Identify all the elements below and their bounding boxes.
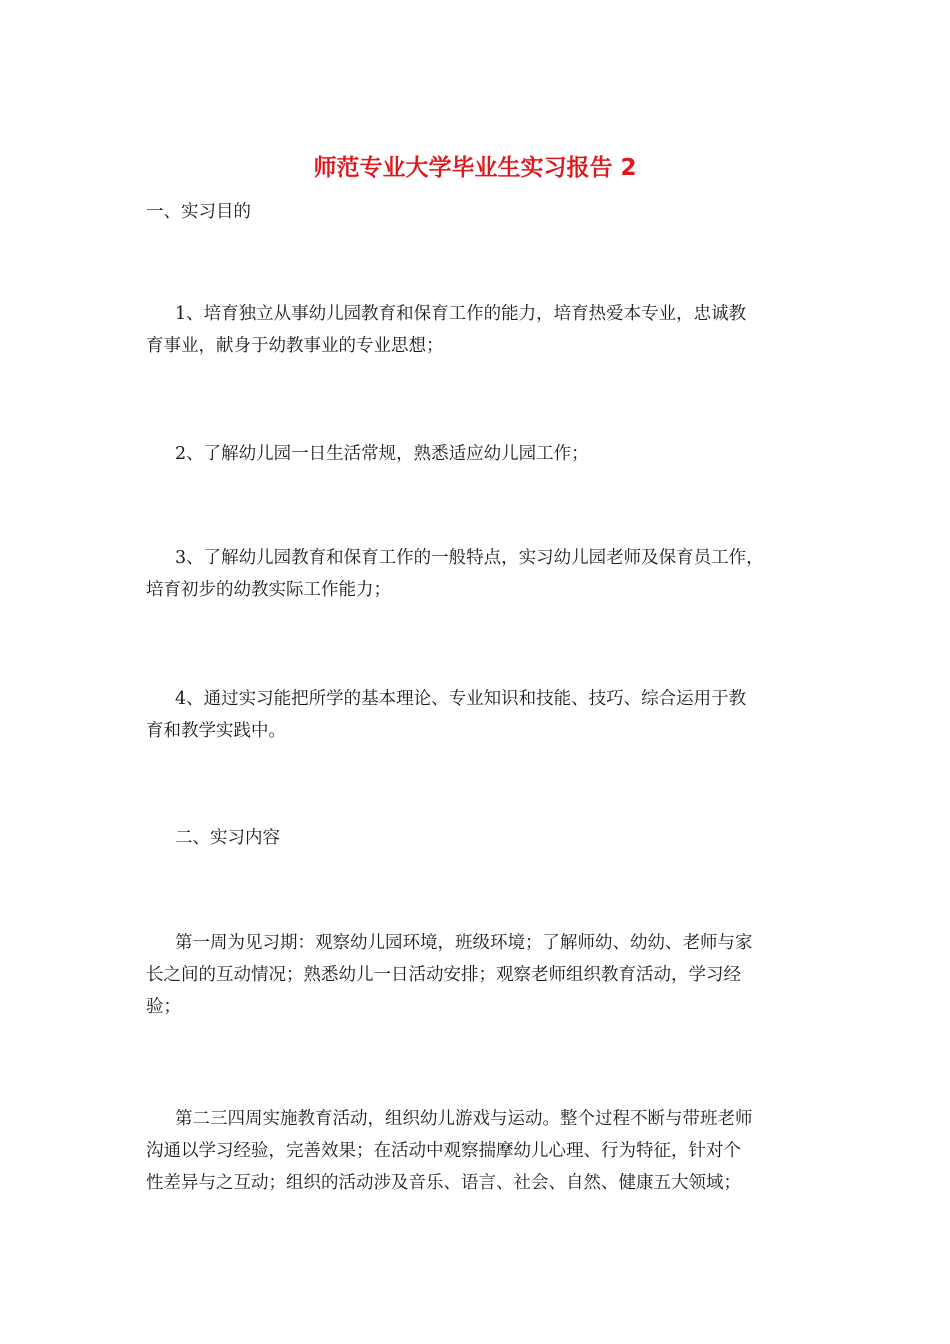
- paragraph-item-2: [146, 438, 806, 470]
- paragraph-item-1: [146, 298, 806, 362]
- paragraph-item-4: [146, 683, 806, 747]
- section-heading-text: 一、实习目的: [146, 202, 251, 222]
- paragraph-line: 育和教学实践中。: [146, 721, 286, 741]
- section-heading-content: [146, 822, 806, 854]
- paragraph-line: 3、了解幼儿园教育和保育工作的一般特点，实习幼儿园老师及保育员工作，: [175, 548, 764, 568]
- paragraph-line: 第一周为见习期：观察幼儿园环境，班级环境；了解师幼、幼幼、老师与家: [175, 933, 753, 953]
- paragraph-line: 第二三四周实施教育活动，组织幼儿游戏与运动。整个过程不断与带班老师: [175, 1109, 753, 1129]
- paragraph-line: 培育初步的幼教实际工作能力；: [146, 580, 391, 600]
- paragraph-item-3: [146, 542, 806, 606]
- paragraph-line: 验；: [146, 997, 181, 1017]
- section-heading-purpose: [146, 196, 806, 228]
- paragraph-week-1: [146, 927, 806, 1023]
- paragraph-line: 育事业，献身于幼教事业的专业思想；: [146, 336, 444, 356]
- paragraph-line: 长之间的互动情况；熟悉幼儿一日活动安排；观察老师组织教育活动，学习经: [146, 965, 741, 985]
- paragraph-line: 性差异与之互动；组织的活动涉及音乐、语言、社会、自然、健康五大领域；: [146, 1173, 741, 1193]
- section-heading-text: 二、实习内容: [175, 828, 280, 848]
- paragraph-line: 1、培育独立从事幼儿园教育和保育工作的能力，培育热爱本专业，忠诚教: [175, 304, 747, 324]
- paragraph-week-2-4: [146, 1103, 806, 1199]
- paragraph-line: 沟通以学习经验，完善效果；在活动中观察揣摩幼儿心理、行为特征，针对个: [146, 1141, 741, 1161]
- paragraph-line: 2、了解幼儿园一日生活常规，熟悉适应幼儿园工作；: [175, 444, 589, 464]
- document-title: 师范专业大学毕业生实习报告 2: [313, 155, 637, 181]
- paragraph-line: 4、通过实习能把所学的基本理论、专业知识和技能、技巧、综合运用于教: [175, 689, 747, 709]
